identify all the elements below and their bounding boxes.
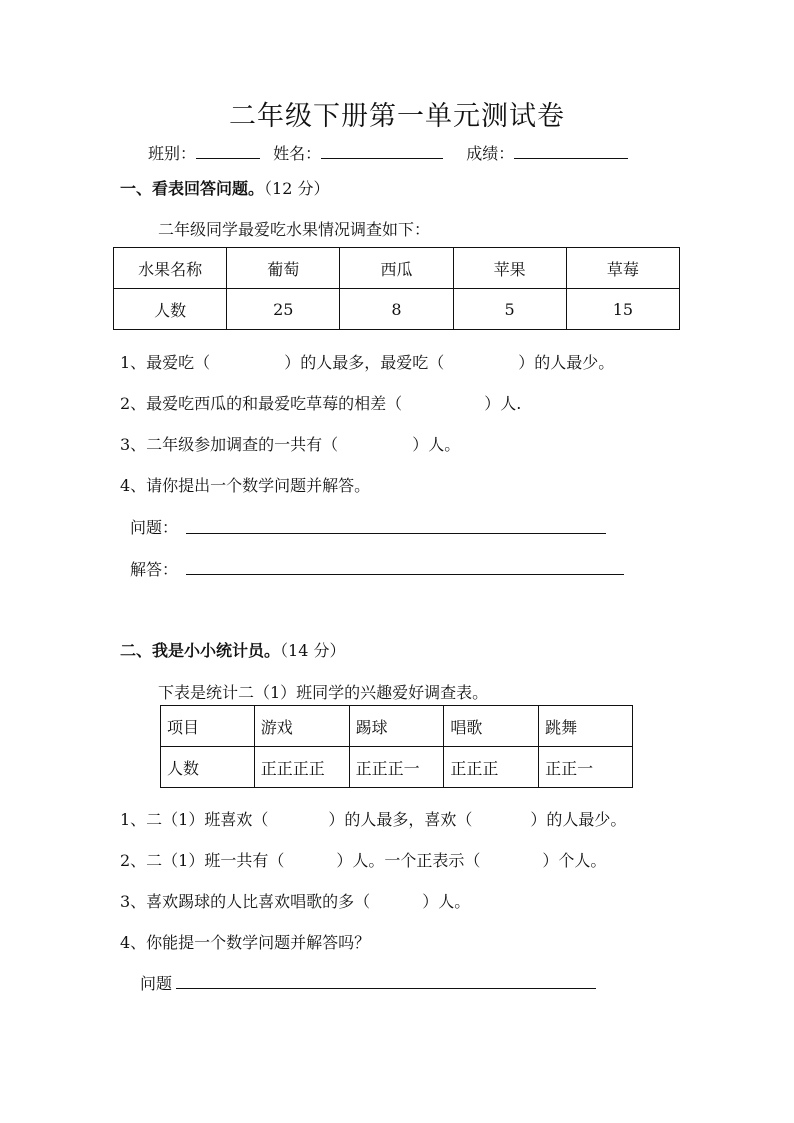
s1-answer-label: 解答： [130,560,179,579]
table-row [114,248,680,289]
student-info-line [148,141,628,164]
s2-question-2 [120,848,606,871]
s1-question-1 [120,350,614,373]
s1-q3-part-a: 3、二年级参加调查的一共有（ [120,435,339,454]
section2-points: （14 分） [280,641,346,660]
table-cell: 踢球 [349,706,444,747]
s1-q3-part-b: ）人。 [412,435,461,454]
table-cell: 人数 [161,747,255,788]
s2-q1-part-c: ）的人最少。 [530,810,627,829]
s1-question-3 [120,432,460,455]
class-label: 班别： [148,144,197,163]
table-cell: 正正一 [539,747,633,788]
table-cell: 25 [227,289,340,330]
section2-heading-text: 二、我是小小统计员。 [120,641,281,660]
hobby-survey-table [160,705,633,788]
table-cell: 水果名称 [114,248,227,289]
s1-question-label: 问题： [130,518,179,537]
section1-heading-text: 一、看表回答问题。 [120,179,265,198]
s2-question-3 [120,889,470,912]
table-cell: 游戏 [254,706,349,747]
s2-question-4: 4、你能提一个数学问题并解答吗？ [120,933,371,952]
s2-q3-part-a: 3、喜欢踢球的人比喜欢唱歌的多（ [120,892,371,911]
name-label: 姓名： [273,144,322,163]
section2-heading [120,638,345,661]
table-cell: 草莓 [566,248,679,289]
s2-question-1 [120,807,626,830]
table-cell: 跳舞 [539,706,633,747]
table-cell: 苹果 [453,248,566,289]
table-row [161,747,633,788]
s1-q2-part-a: 2、最爱吃西瓜的和最爱吃草莓的相差（ [120,394,403,413]
name-blank[interactable] [321,144,443,159]
table-row [161,706,633,747]
s1-question-2 [120,391,521,414]
page-title: 二年级下册第一单元测试卷 [229,101,565,132]
score-label: 成绩： [466,144,515,163]
table-cell: 5 [453,289,566,330]
s2-question-line[interactable] [176,988,596,989]
s1-q1-part-a: 1、最爱吃（ [120,353,211,372]
table-row [114,289,680,330]
s2-q3-part-b: ）人。 [422,892,471,911]
table-cell: 人数 [114,289,227,330]
table-cell: 正正正一 [349,747,444,788]
table-cell: 正正正 [444,747,539,788]
s1-q2-part-b: ）人. [484,394,522,413]
s2-q1-part-b: ）的人最多，喜欢（ [328,810,473,829]
section1-points: （12 分） [264,179,330,198]
fruit-survey-table [113,247,680,330]
s1-q1-part-b: ）的人最多，最爱吃（ [284,353,445,372]
s2-q2-part-a: 2、二（1）班一共有（ [120,851,285,870]
s2-question-label: 问题 [140,974,173,993]
table-cell: 西瓜 [340,248,453,289]
table-cell: 8 [340,289,453,330]
s2-q1-part-a: 1、二（1）班喜欢（ [120,810,269,829]
section1-heading [120,176,329,199]
s1-question-line[interactable] [186,533,606,534]
section2-intro: 下表是统计二（1）班同学的兴趣爱好调查表。 [158,683,489,702]
s1-question-4: 4、请你提出一个数学问题并解答。 [120,476,371,495]
table-cell: 15 [566,289,679,330]
table-cell: 葡萄 [227,248,340,289]
s1-answer-line[interactable] [186,574,624,575]
s1-q1-part-c: ）的人最少。 [518,353,615,372]
s2-q2-part-b: ）人。一个正表示（ [336,851,481,870]
table-cell: 唱歌 [444,706,539,747]
class-blank[interactable] [196,144,260,159]
table-cell: 正正正正 [254,747,349,788]
table-cell: 项目 [161,706,255,747]
score-blank[interactable] [514,144,628,159]
s2-q2-part-c: ）个人。 [542,851,607,870]
section1-intro: 二年级同学最爱吃水果情况调查如下： [158,220,431,239]
